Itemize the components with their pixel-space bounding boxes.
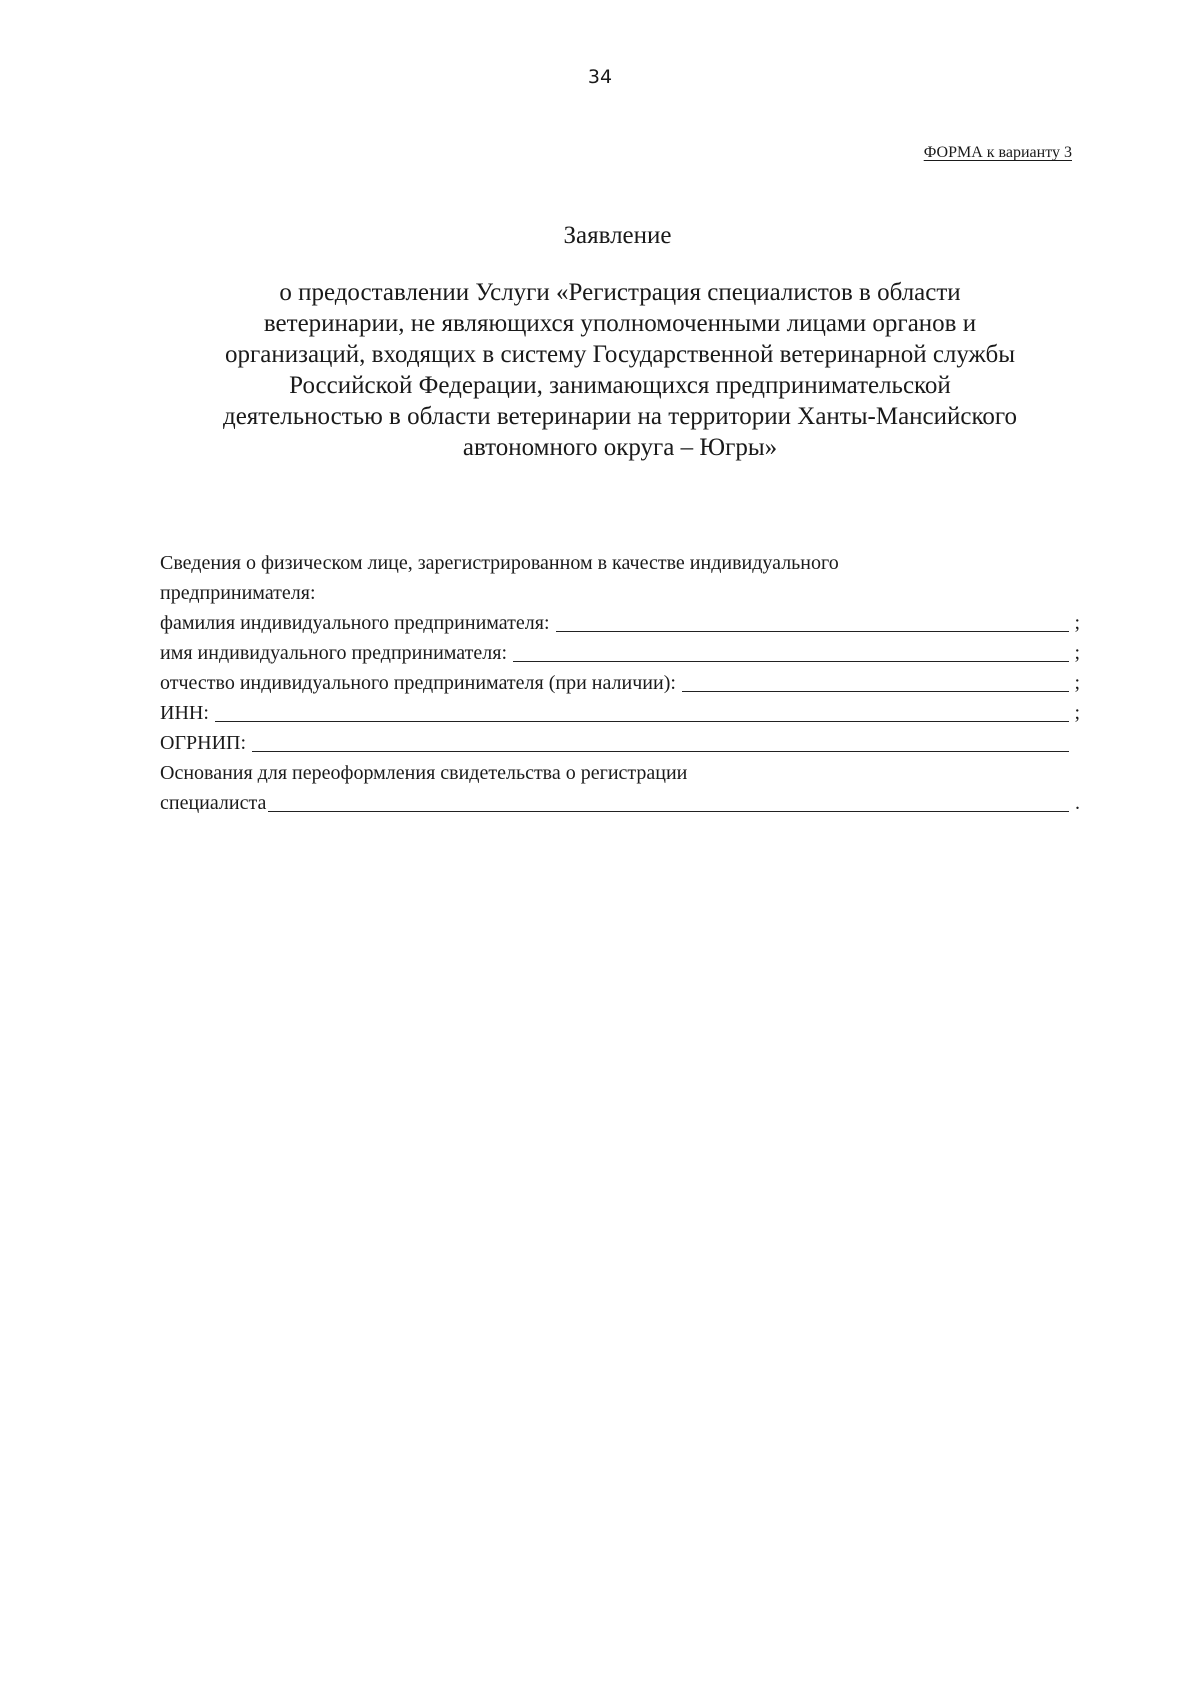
specialist-basis-blank-line[interactable] (268, 791, 1069, 812)
ogrnip-label: ОГРНИП: (160, 732, 247, 754)
intro-line: Сведения о физическом лице, зарегистрированном в качестве индивидуального (160, 552, 839, 574)
patronymic-label: отчество индивидуального предпринимателя (при наличии): (160, 672, 676, 694)
field-terminator: ; (1074, 672, 1080, 694)
ogrnip-blank-line[interactable] (252, 731, 1069, 752)
inn-label: ИНН: (160, 702, 209, 724)
field-terminator: ; (1074, 612, 1080, 634)
inn-field (160, 698, 1080, 728)
first-name-field (160, 638, 1080, 668)
field-terminator: ; (1074, 642, 1080, 664)
field-terminator: ; (1074, 702, 1080, 724)
field-terminator: . (1075, 792, 1080, 814)
subtitle-line: Российской Федерации, занимающихся предпринимательской (289, 372, 951, 399)
specialist-label: специалиста (160, 792, 267, 814)
subtitle-line: о предоставлении Услуги «Регистрация специалистов в области (279, 279, 961, 306)
first-name-blank-line[interactable] (513, 641, 1069, 662)
specialist-basis-field (160, 788, 1080, 818)
document-title: Заявление (563, 222, 672, 249)
inn-blank-line[interactable] (215, 701, 1069, 722)
patronymic-blank-line[interactable] (682, 671, 1069, 692)
surname-blank-line[interactable] (556, 611, 1069, 632)
document-subtitle (150, 277, 1090, 463)
intro-line: предпринимателя: (160, 582, 316, 604)
subtitle-line: организаций, входящих в систему Государственной ветеринарной службы (224, 341, 1016, 368)
ogrnip-field (160, 728, 1080, 758)
applicant-form (160, 548, 1080, 818)
applicant-intro (160, 548, 1080, 608)
reissue-basis-label: Основания для переоформления свидетельства о регистрации (160, 762, 688, 784)
first-name-label: имя индивидуального предпринимателя: (160, 642, 508, 664)
subtitle-line: деятельностью в области ветеринарии на территории Ханты-Мансийского (222, 403, 1018, 430)
form-variant-note: ФОРМА к варианту 3 (923, 144, 1072, 161)
page-number: 34 (587, 66, 613, 88)
surname-field (160, 608, 1080, 638)
subtitle-line: автономного округа – Югры» (462, 434, 778, 461)
subtitle-line: ветеринарии, не являющихся уполномоченными лицами органов и (263, 310, 977, 337)
surname-label: фамилия индивидуального предпринимателя: (160, 612, 550, 634)
patronymic-field (160, 668, 1080, 698)
